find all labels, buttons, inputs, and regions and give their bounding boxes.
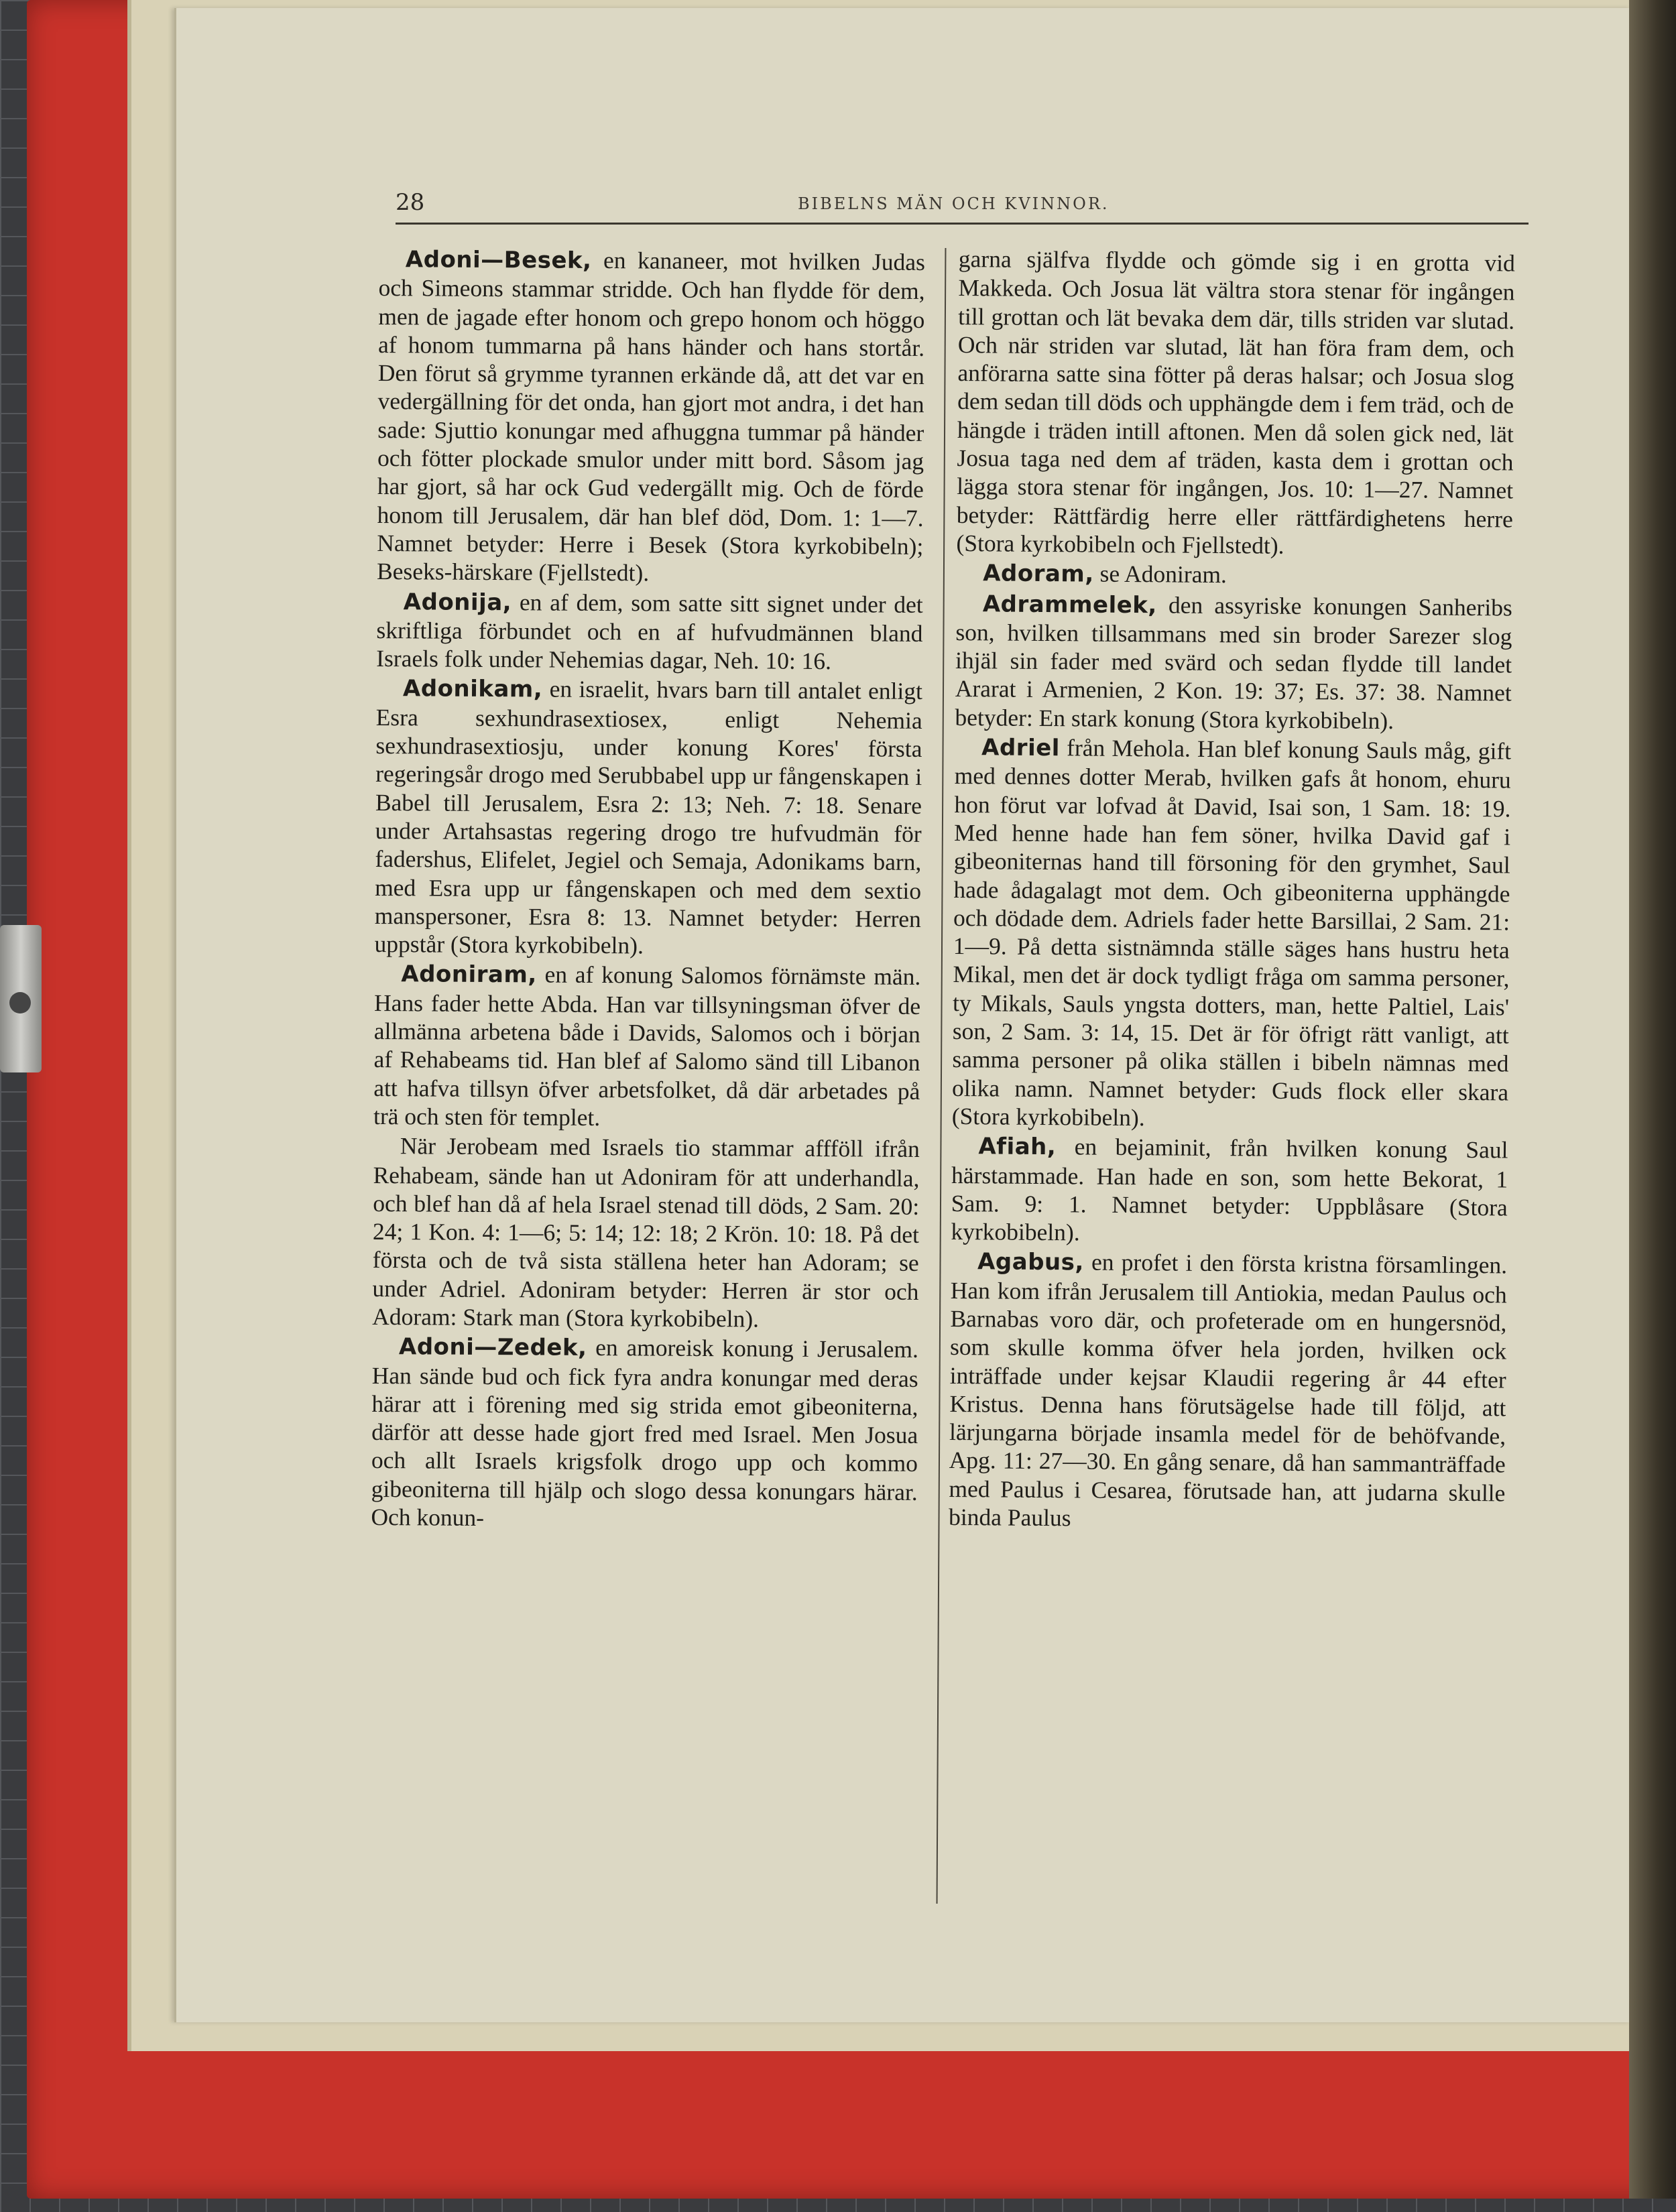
entry-adoni-besek — [377, 245, 925, 589]
entry-adonikam — [374, 674, 922, 961]
entry-text: en kananeer, mot hvilken Judas och Simeons stammar stridde. Och han flydde för dem, men de jagade efter honom och grepo honom och höggo af honom tummarna på hans händer och hans stortår. Den förut så grymme tyrannen erkände då, att det var en vedergällning för det onda, han gjort mot andra, i det han sade: Sjuttio konungar med afhuggna tummar på händer och fötter plockade smulor under mitt bord. Såsom jag har gjort, så har ock Gud vedergällt mig. Och de förde honom till Jerusalem, där han blef död, Dom. 1: 1—7. Namnet betyder: Herre i Besek (Stora kyrkobibeln); Beseks-härskare (Fjellstedt). — [376, 246, 925, 587]
clip-screw-icon — [9, 992, 31, 1013]
page-number: 28 — [396, 189, 425, 216]
entry-text: en af konung Salomos förnämste män. Hans fader hette Abda. Han var tillsyningsman öfver de allmänna arbetena både i Davids, Salomos och i början af Rehabeams tid. Han blef af Salomo sänd till Libanon att hafva tillsyn öfver arbetsfolket, då där arbetades på trä och sten för templet. — [373, 961, 921, 1131]
headword: Adonikam, — [402, 675, 543, 703]
entry-afiah — [951, 1131, 1508, 1250]
entry-text: en af dem, som satte sitt signet under det skriftliga förbundet och en af hufvudmännen bland Israels folk under Nehemias dagar, Neh. 10: 16. — [376, 588, 923, 675]
headword: Adoni—Besek, — [405, 246, 592, 274]
entry-text: en profet i den första kristna församlingen. Han kom ifrån Jerusalem till Antiokia, medan Paulus och Barnabas voro där, och profeterade om en hungersnöd, som skulle komma öfver hela jorden, hvilken ock inträffade under kejsar Klaudii regering år 44 efter Kristus. Denna hans förutsägelse hade till följd, att lärjungarna började insamla medel för de behöfvande, Apg. 11: 27—30. En gång senare, då han sammanträffade med Paulus i Cesarea, förutsade han, att judarna skulle binda Paulus — [948, 1248, 1508, 1532]
entry-text: se Adoniram. — [1093, 560, 1228, 589]
entry-adriel — [952, 733, 1512, 1135]
entry-adoni-zedek-continued — [956, 245, 1515, 562]
running-title: BIBELNS MÄN OCH KVINNOR. — [798, 194, 1110, 213]
entry-adoni-zedek — [371, 1332, 918, 1534]
entry-agabus — [949, 1247, 1507, 1535]
headword: Adoram, — [982, 560, 1094, 588]
headword: Agabus, — [977, 1248, 1085, 1276]
left-column — [371, 245, 925, 1536]
entry-text: en amoreisk konung i Jerusalem. Han sände bud och fick fyra andra konungar med deras härar att i förening med sig strida emot gibeoniterna, därför att desse hade gjort fred med Israel. Men Josua och allt Israels krigsfolk drogo upp och kommo gibeoniterna till hjälp och slogo dessa konungars härar. Och konun- — [371, 1334, 919, 1532]
entry-adonija — [376, 587, 923, 676]
entry-adrammelek — [955, 589, 1512, 736]
headword: Adrammelek, — [982, 590, 1157, 619]
book-gutter — [1629, 0, 1676, 2199]
entry-adoniram-continued — [372, 1131, 920, 1334]
entry-text: den assyriske konungen Sanheribs son, hvilken tillsammans med sin broder Sarezer slog ihjäl sin fader med svärd och sedan flydde till landet Ararat i Armenien, 2 Kon. 19: 37; Es. 37: 38. Namnet betyder: En stark konung (Stora kyrkobibeln). — [955, 591, 1512, 734]
page-header — [396, 189, 1529, 225]
entry-adoniram — [373, 959, 921, 1133]
right-column — [949, 245, 1515, 1537]
entry-adoram — [956, 558, 1512, 592]
entry-text: från Mehola. Han blef konung Sauls måg, gift med dennes dotter Merab, hvilken gafs åt honom, ehuru hon förut var lofvad åt David, Isai son, 1 Sam. 18: 19. Med henne hade han fem söner, hvilka David gaf i gibeoniternas hand till försoning för den grymhet, Saul hade ådagalagt mot dem. Och gibeoniterna upphängde och dödade dem. Adriels fader hette Barsillai, 2 Sam. 21: 1—9. På detta sistnämnda ställe säges hans hustru heta Mikal, men det är dock tydligt fråga om samma personer, ty Mikals, Sauls yngsta dotters, man, hette Paltiel, Lais' son, 2 Sam. 3: 14, 15. Det är för öfrigt rätt vanligt, att samma personer på olika ställen i bibeln nämnas med olika namn. Namnet betyder: Guds flock eller skara (Stora kyrkobibeln). — [951, 734, 1512, 1131]
entry-text: garna själfva flydde och gömde sig i en grotta vid Makkeda. Och Josua lät vältra stora stenar för ingången till grottan och lät bevaka dem där, tills striden var slutad. Och när striden var slutad, lät han föra fram dem, och anförarna satte sina fötter på deras halsar; och Josua slog dem sedan till döds och upphängde dem i fem träd, och de hängde i träden intill aftonen. Men då solen gick ned, lät Josua taga ned dem af träden, kasta dem i grottan och lägga stora stenar för ingången, Jos. 10: 1—27. Namnet betyder: Rättfärdig herre eller rättfärdighetens herre (Stora kyrkobibeln och Fjellstedt). — [956, 245, 1515, 559]
headword: Afiah, — [978, 1133, 1057, 1161]
entry-text: När Jerobeam med Israels tio stammar affföll ifrån Rehabeam, sände han ut Adoniram för att underhandla, och blef han då af hela Israel stenad till döds, 2 Sam. 20: 24; 1 Kon. 4: 1—6; 5: 14; 12: 18; 2 Krön. 10: 18. På det första och de två sista ställena heter han Adoram; se under Adriel. Adoniram betyder: Herren är stor och Adoram: Stark man (Stora kyrkobibeln). — [372, 1132, 920, 1333]
entry-text: en bejaminit, från hvilken konung Saul härstammade. Han hade en son, som hette Bekorat, 1 Sam. 9: 1. Namnet betyder: Uppblåsare (Stora kyrkobibeln). — [951, 1133, 1508, 1246]
headword: Adoniram, — [401, 961, 537, 989]
headword: Adriel — [981, 734, 1061, 762]
headword: Adoni—Zedek, — [398, 1333, 587, 1362]
headword: Adonija, — [403, 588, 512, 616]
entry-text: en israelit, hvars barn till antalet enligt Esra sexhundrasextiosex, enligt Nehemia sexhundrasextiosju, under konung Kores' första regeringsår drogo med Serubbabel upp ur fångenskapen i Babel till Jerusalem, Esra 2: 13; Neh. 7: 18. Senare under Artahsastas regering drogo tre hufvudmän för fadershus, Elifelet, Jegiel och Semaja, Adonikams barn, med Esra upp ur fångenskapen och med dem sextio manspersoner, Esra 8: 13. Namnet betyder: Herren uppstår (Stora kyrkobibeln). — [374, 675, 923, 959]
